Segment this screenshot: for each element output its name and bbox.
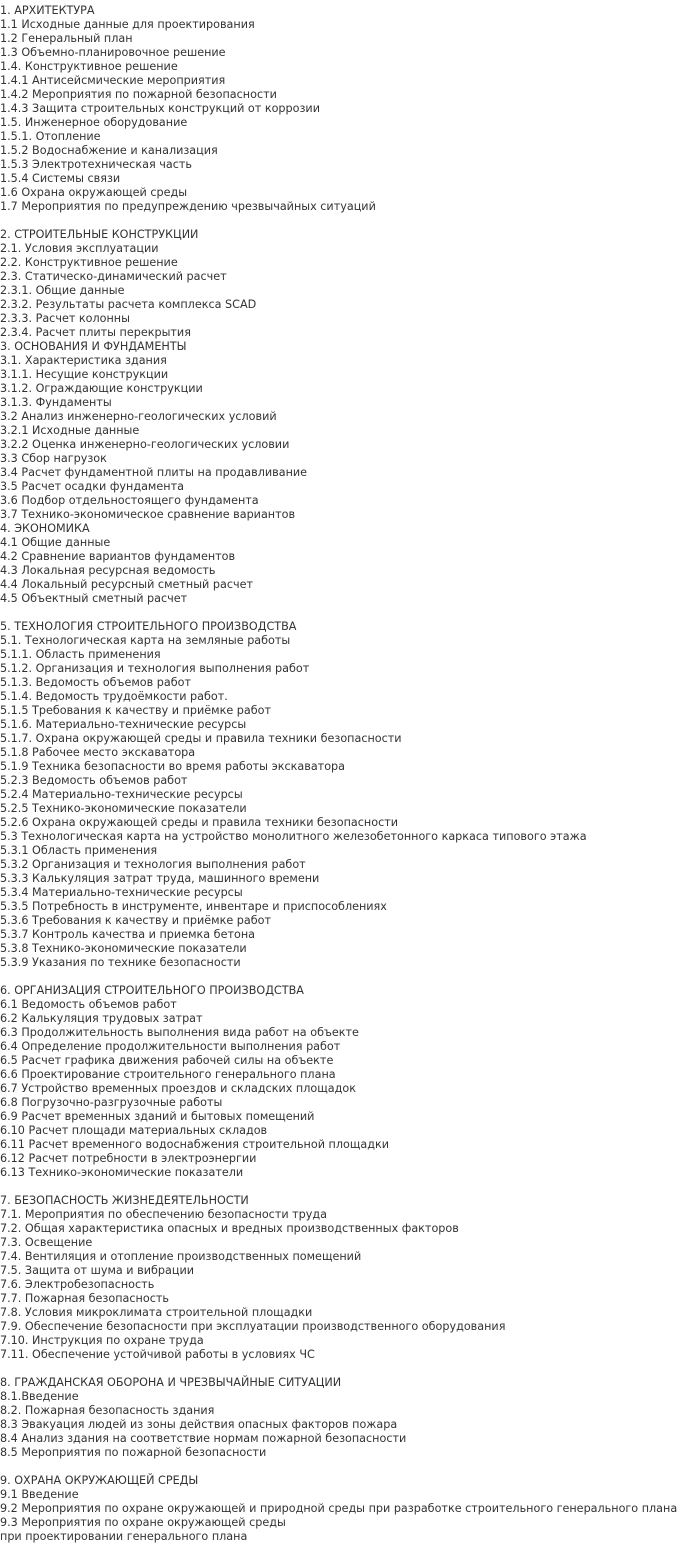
toc-line: 7.1. Мероприятия по обеспечению безопасности труда — [0, 1208, 327, 1221]
toc-line: 1.1 Исходные данные для проектирования — [0, 18, 255, 31]
toc-line: 2.1. Условия эксплуатации — [0, 242, 159, 255]
blank-line — [0, 606, 700, 620]
toc-line: 8.1.Введение — [0, 1390, 79, 1403]
toc-line: 3.1. Характеристика здания — [0, 354, 167, 367]
toc-line: 5.3.8 Технико-экономические показатели — [0, 942, 247, 955]
toc-line: 2.3.3. Расчет колонны — [0, 312, 130, 325]
toc-line: 1.5.1. Отопление — [0, 130, 101, 143]
table-of-contents — [0, 4, 700, 1544]
toc-line: 8.5 Мероприятия по пожарной безопасности — [0, 1446, 267, 1459]
toc-line: 3.6 Подбор отдельностоящего фундамента — [0, 494, 259, 507]
toc-line: 5.2.3 Ведомость объемов работ — [0, 774, 188, 787]
toc-line: 5.3.9 Указания по технике безопасности — [0, 956, 241, 969]
toc-line: 5.3.4 Материально-технические ресурсы — [0, 886, 243, 899]
toc-line: 1.4.2 Мероприятия по пожарной безопасности — [0, 88, 277, 101]
section-heading: 2. СТРОИТЕЛЬНЫЕ КОНСТРУКЦИИ — [0, 228, 199, 241]
toc-line: 7.10. Инструкция по охране труда — [0, 1334, 204, 1347]
section-heading: 4. ЭКОНОМИКА — [0, 522, 90, 535]
toc-line: 7.6. Электробезопасность — [0, 1278, 155, 1291]
toc-line: 1.6 Охрана окружающей среды — [0, 186, 188, 199]
toc-line: 9.2 Мероприятия по охране окружающей и природной среды при разработке строительного генерального плана — [0, 1502, 678, 1515]
toc-line: 6.2 Калькуляция трудовых затрат — [0, 1012, 203, 1025]
toc-line: 5.1.1. Область применения — [0, 648, 161, 661]
toc-line: при проектировании генерального плана — [0, 1530, 248, 1543]
toc-line: 1.4.1 Антисейсмические мероприятия — [0, 74, 226, 87]
blank-line — [0, 214, 700, 228]
toc-line: 1.3 Объемно-планировочное решение — [0, 46, 226, 59]
toc-line: 4.3 Локальная ресурсная ведомость — [0, 564, 216, 577]
toc-line: 3.1.1. Несущие конструкции — [0, 368, 169, 381]
toc-line: 8.4 Анализ здания на соответствие нормам пожарной безопасности — [0, 1432, 407, 1445]
toc-line: 7.8. Условия микроклимата строительной площадки — [0, 1306, 313, 1319]
toc-line: 7.5. Защита от шума и вибрации — [0, 1264, 195, 1277]
toc-line: 1.5.3 Электротехническая часть — [0, 158, 192, 171]
toc-line: 8.3 Эвакуация людей из зоны действия опасных факторов пожара — [0, 1418, 398, 1431]
toc-line: 2.2. Конструктивное решение — [0, 256, 178, 269]
toc-line: 5.1. Технологическая карта на земляные работы — [0, 634, 291, 647]
blank-line — [0, 970, 700, 984]
toc-line: 5.2.6 Охрана окружающей среды и правила техники безопасности — [0, 816, 399, 829]
section-heading: 1. АРХИТЕКТУРА — [0, 4, 95, 17]
toc-line: 3.3 Сбор нагрузок — [0, 452, 107, 465]
toc-line: 1.5.2 Водоснабжение и канализация — [0, 144, 218, 157]
section-heading: 7. БЕЗОПАСНОСТЬ ЖИЗНЕДЕЯТЕЛЬНОСТИ — [0, 1194, 249, 1207]
toc-line: 6.13 Технико-экономические показатели — [0, 1166, 244, 1179]
toc-line: 7.7. Пожарная безопасность — [0, 1292, 169, 1305]
section-heading: 3. ОСНОВАНИЯ И ФУНДАМЕНТЫ — [0, 340, 187, 353]
toc-line: 6.11 Расчет временного водоснабжения строительной площадки — [0, 1138, 389, 1151]
toc-line: 5.1.3. Ведомость объемов работ — [0, 676, 192, 689]
toc-line: 9.3 Мероприятия по охране окружающей среды — [0, 1516, 286, 1529]
toc-line: 7.11. Обеспечение устойчивой работы в условиях ЧС — [0, 1348, 315, 1361]
toc-line: 5.1.2. Организация и технология выполнения работ — [0, 662, 310, 675]
toc-line: 3.7 Технико-экономическое сравнение вариантов — [0, 508, 296, 521]
toc-line: 5.3.7 Контроль качества и приемка бетона — [0, 928, 255, 941]
section-heading: 9. ОХРАНА ОКРУЖАЮЩЕЙ СРЕДЫ — [0, 1474, 199, 1487]
toc-line: 4.2 Сравнение вариантов фундаментов — [0, 550, 236, 563]
toc-line: 5.1.9 Техника безопасности во время работы экскаватора — [0, 760, 345, 773]
toc-line: 6.8 Погрузочно-разгрузочные работы — [0, 1096, 223, 1109]
toc-line: 5.3.5 Потребность в инструменте, инвентаре и приспособлениях — [0, 900, 387, 913]
toc-line: 5.2.5 Технико-экономические показатели — [0, 802, 247, 815]
toc-line: 5.1.6. Материально-технические ресурсы — [0, 718, 247, 731]
toc-line: 4.5 Объектный сметный расчет — [0, 592, 188, 605]
toc-line: 7.2. Общая характеристика опасных и вредных производственных факторов — [0, 1222, 459, 1235]
toc-line: 3.1.2. Ограждающие конструкции — [0, 382, 203, 395]
toc-line: 3.2.2 Оценка инженерно-геологических условии — [0, 438, 290, 451]
toc-line: 9.1 Введение — [0, 1488, 79, 1501]
toc-line: 6.12 Расчет потребности в электроэнергии — [0, 1152, 257, 1165]
toc-line: 2.3. Статическо-динамический расчет — [0, 270, 227, 283]
toc-line: 5.3.1 Область применения — [0, 844, 158, 857]
toc-line: 3.2.1 Исходные данные — [0, 424, 140, 437]
blank-line — [0, 1460, 700, 1474]
toc-line: 6.1 Ведомость объемов работ — [0, 998, 177, 1011]
toc-line: 3.2 Анализ инженерно-геологических условий — [0, 410, 277, 423]
section-heading: 5. ТЕХНОЛОГИЯ СТРОИТЕЛЬНОГО ПРОИЗВОДСТВА — [0, 620, 297, 633]
toc-line: 5.3.3 Калькуляция затрат труда, машинного времени — [0, 872, 320, 885]
toc-line: 6.9 Расчет временных зданий и бытовых помещений — [0, 1110, 315, 1123]
toc-line: 5.1.7. Охрана окружающей среды и правила техники безопасности — [0, 732, 402, 745]
toc-line: 6.3 Продолжительность выполнения вида работ на объекте — [0, 1026, 359, 1039]
section-heading: 6. ОРГАНИЗАЦИЯ СТРОИТЕЛЬНОГО ПРОИЗВОДСТВА — [0, 984, 304, 997]
toc-line: 4.4 Локальный ресурсный сметный расчет — [0, 578, 254, 591]
toc-line: 1.5.4 Системы связи — [0, 172, 121, 185]
toc-line: 5.1.8 Рабочее место экскаватора — [0, 746, 196, 759]
blank-line — [0, 1180, 700, 1194]
toc-line: 1.7 Мероприятия по предупреждению чрезвычайных ситуаций — [0, 200, 376, 213]
toc-line: 5.1.4. Ведомость трудоёмкости работ. — [0, 690, 228, 703]
section-heading: 8. ГРАЖДАНСКАЯ ОБОРОНА И ЧРЕЗВЫЧАЙНЫЕ СИТУАЦИИ — [0, 1376, 342, 1389]
toc-line: 6.6 Проектирование строительного генерального плана — [0, 1068, 336, 1081]
toc-line: 5.3.2 Организация и технология выполнения работ — [0, 858, 306, 871]
toc-line: 1.4. Конструктивное решение — [0, 60, 178, 73]
toc-line: 7.9. Обеспечение безопасности при эксплуатации производственного оборудования — [0, 1320, 506, 1333]
toc-line: 2.3.2. Результаты расчета комплекса SCAD — [0, 298, 257, 311]
toc-line: 3.4 Расчет фундаментной плиты на продавливание — [0, 466, 308, 479]
toc-line: 6.7 Устройство временных проездов и складских площадок — [0, 1082, 356, 1095]
toc-line: 1.5. Инженерное оборудование — [0, 116, 188, 129]
toc-line: 2.3.1. Общие данные — [0, 284, 125, 297]
toc-line: 1.4.3 Защита строительных конструкций от коррозии — [0, 102, 320, 115]
toc-line: 5.2.4 Материально-технические ресурсы — [0, 788, 243, 801]
toc-line: 6.10 Расчет площади материальных складов — [0, 1124, 268, 1137]
toc-line: 7.3. Освещение — [0, 1236, 93, 1249]
toc-line: 7.4. Вентиляция и отопление производственных помещений — [0, 1250, 362, 1263]
toc-line: 2.3.4. Расчет плиты перекрытия — [0, 326, 191, 339]
toc-line: 5.3.6 Требования к качеству и приёмке работ — [0, 914, 272, 927]
blank-line — [0, 1362, 700, 1376]
toc-line: 3.1.3. Фундаменты — [0, 396, 112, 409]
toc-line: 6.4 Определение продолжительности выполнения работ — [0, 1040, 341, 1053]
toc-line: 6.5 Расчет графика движения рабочей силы на объекте — [0, 1054, 334, 1067]
toc-line: 1.2 Генеральный план — [0, 32, 133, 45]
toc-line: 4.1 Общие данные — [0, 536, 111, 549]
toc-line: 5.1.5 Требования к качеству и приёмке работ — [0, 704, 272, 717]
toc-line: 5.3 Технологическая карта на устройство монолитного железобетонного каркаса типового этажа — [0, 830, 587, 843]
toc-line: 8.2. Пожарная безопасность здания — [0, 1404, 215, 1417]
toc-line: 3.5 Расчет осадки фундамента — [0, 480, 184, 493]
